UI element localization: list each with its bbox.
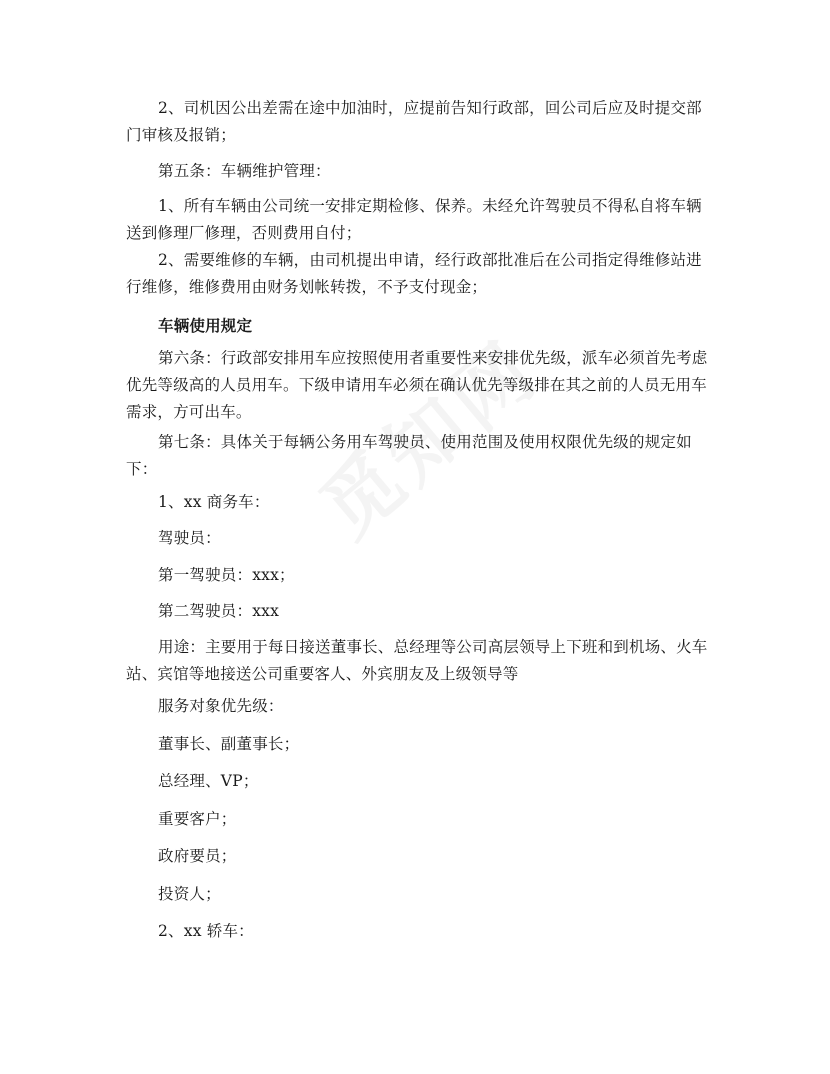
list-item-chairman: 董事长、副董事长； bbox=[158, 735, 300, 753]
paragraph-article-6: 第六条：行政部安排用车应按照使用者重要性来安排优先级，派车必须首先考虑优先等级高的人员用车。下级申请用车必须在确认优先等级排在其之前的人员无用车需求，方可出车。 bbox=[126, 349, 708, 421]
paragraph-usage: 用途：主要用于每日接送董事长、总经理等公司高层领导上下班和到机场、火车站、宾馆等地接送公司重要客人、外宾朋友及上级领导等 bbox=[126, 638, 708, 683]
list-item-government-official: 政府要员； bbox=[158, 847, 237, 865]
paragraph-second-driver: 第二驾驶员：xxx bbox=[158, 602, 280, 620]
list-item-general-manager: 总经理、VP； bbox=[158, 772, 259, 790]
paragraph-maintenance-rule-1: 1、所有车辆由公司统一安排定期检修、保养。未经允许驾驶员不得私自将车辆送到修理厂修理，否则费用自付； bbox=[126, 197, 702, 242]
paragraph-maintenance-rule-2: 2、需要维修的车辆，由司机提出申请，经行政部批准后在公司指定得维修站进行维修，维修费用由财务划帐转拨，不予支付现金； bbox=[126, 251, 702, 296]
paragraph-drivers-label: 驾驶员： bbox=[158, 529, 221, 547]
list-item-important-client: 重要客户； bbox=[158, 810, 237, 828]
paragraph-fuel-reimbursement: 2、司机因公出差需在途中加油时，应提前告知行政部，回公司后应及时提交部门审核及报销； bbox=[126, 99, 702, 144]
paragraph-service-priority-label: 服务对象优先级： bbox=[158, 697, 284, 715]
paragraph-vehicle-2-title: 2、xx 轿车： bbox=[158, 922, 254, 940]
list-item-investor: 投资人； bbox=[158, 885, 221, 903]
paragraph-article-5-title: 第五条：车辆维护管理： bbox=[158, 162, 331, 180]
paragraph-article-7: 第七条：具体关于每辆公务用车驾驶员、使用范围及使用权限优先级的规定如下： bbox=[126, 433, 692, 478]
section-heading-vehicle-usage: 车辆使用规定 bbox=[158, 317, 253, 335]
paragraph-vehicle-1-title: 1、xx 商务车： bbox=[158, 493, 270, 511]
paragraph-first-driver: 第一驾驶员：xxx； bbox=[158, 566, 295, 584]
